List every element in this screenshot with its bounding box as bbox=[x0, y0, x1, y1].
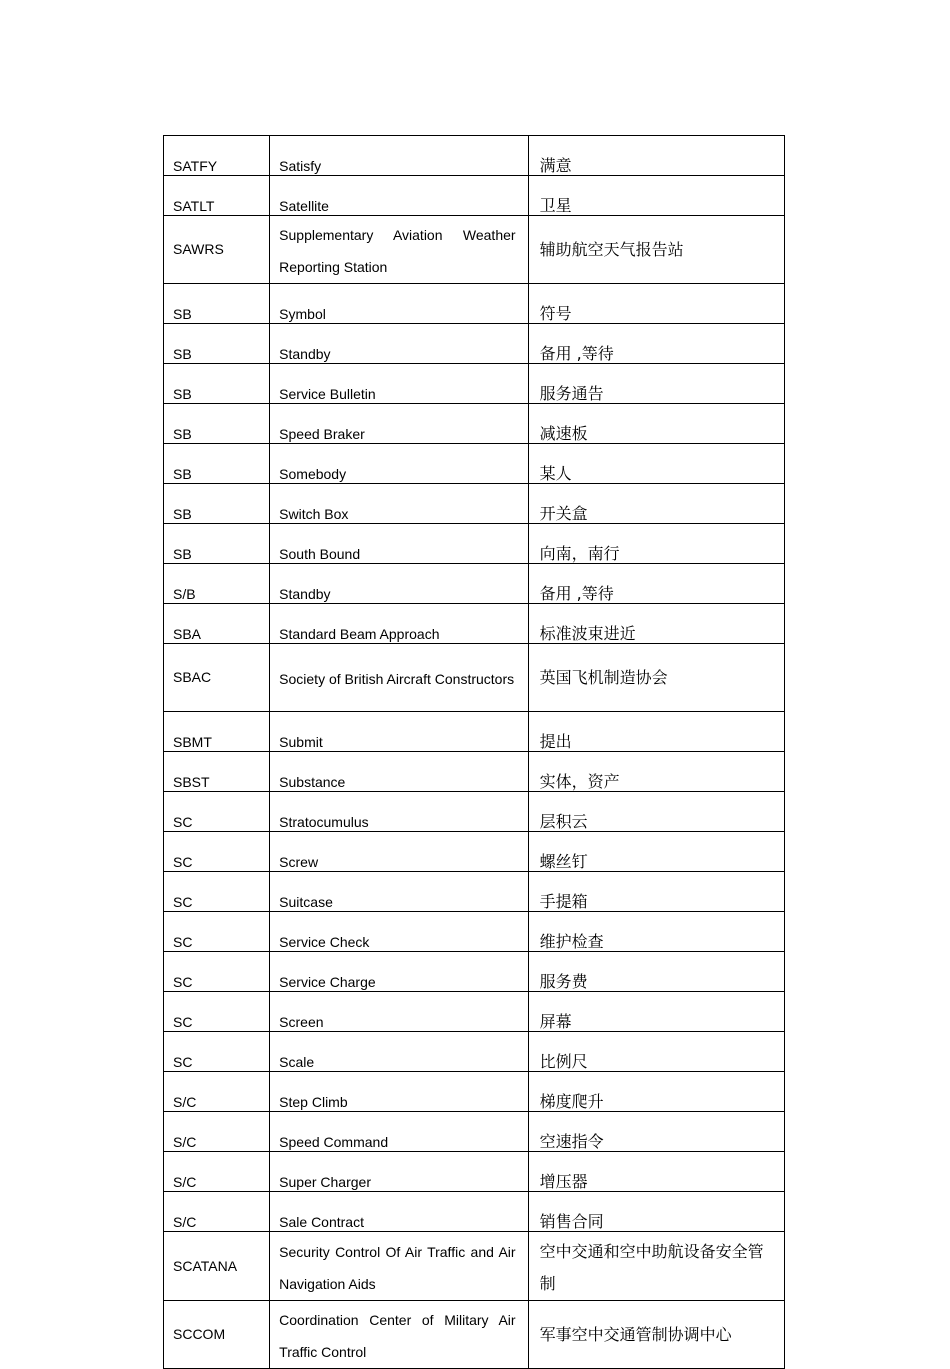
chinese-term-cell: 卫星 bbox=[528, 176, 784, 216]
abbreviation-cell: SB bbox=[164, 364, 270, 404]
table-row bbox=[164, 1032, 785, 1072]
chinese-term-cell: 提出 bbox=[528, 712, 784, 752]
chinese-term-cell: 某人 bbox=[528, 444, 784, 484]
table-row bbox=[164, 364, 785, 404]
english-term-cell bbox=[270, 644, 528, 712]
abbreviation-cell: SCATANA bbox=[164, 1232, 270, 1301]
table-row bbox=[164, 324, 785, 364]
chinese-term-cell: 空速指令 bbox=[528, 1112, 784, 1152]
table-row bbox=[164, 644, 785, 712]
english-term-cell bbox=[270, 1192, 528, 1232]
abbreviation-cell: SC bbox=[164, 872, 270, 912]
english-term-cell bbox=[270, 752, 528, 792]
english-term: Service Charge bbox=[279, 974, 376, 990]
abbreviation-cell: SBMT bbox=[164, 712, 270, 752]
abbreviation-cell: S/B bbox=[164, 564, 270, 604]
chinese-term-cell: 梯度爬升 bbox=[528, 1072, 784, 1112]
english-term: Speed Braker bbox=[279, 426, 365, 442]
abbreviation-cell: S/C bbox=[164, 1152, 270, 1192]
chinese-term-cell: 增压器 bbox=[528, 1152, 784, 1192]
abbreviation-cell: SB bbox=[164, 404, 270, 444]
english-term: Standby bbox=[279, 586, 331, 602]
english-term: Somebody bbox=[279, 466, 347, 482]
english-term-cell bbox=[270, 1232, 528, 1301]
abbreviation-cell: SBST bbox=[164, 752, 270, 792]
chinese-term-cell: 销售合同 bbox=[528, 1192, 784, 1232]
english-term: Submit bbox=[279, 734, 323, 750]
abbreviation-cell: SB bbox=[164, 484, 270, 524]
english-term: Supplementary Aviation Weather Reporting Station bbox=[279, 227, 516, 275]
chinese-term-cell: 空中交通和空中助航设备安全管制 bbox=[528, 1232, 784, 1301]
chinese-term-cell: 层积云 bbox=[528, 792, 784, 832]
chinese-term-cell: 向南，南行 bbox=[528, 524, 784, 564]
english-term-cell bbox=[270, 216, 528, 284]
english-term: Security Control Of Air Traffic and Air Navigation Aids bbox=[279, 1243, 516, 1292]
english-term-cell bbox=[270, 176, 528, 216]
english-term: Screen bbox=[279, 1014, 324, 1030]
english-term-cell bbox=[270, 444, 528, 484]
abbreviation-cell: SC bbox=[164, 912, 270, 952]
english-term-cell bbox=[270, 136, 528, 176]
abbreviation-cell: SB bbox=[164, 324, 270, 364]
english-term: Satellite bbox=[279, 198, 329, 214]
english-term-cell bbox=[270, 912, 528, 952]
english-term: South Bound bbox=[279, 546, 361, 562]
english-term-cell bbox=[270, 524, 528, 564]
english-term-cell bbox=[270, 792, 528, 832]
english-term: Substance bbox=[279, 774, 346, 790]
chinese-term-cell: 螺丝钉 bbox=[528, 832, 784, 872]
english-term-cell bbox=[270, 1032, 528, 1072]
glossary-table bbox=[163, 135, 785, 1369]
english-term: Symbol bbox=[279, 306, 326, 322]
table-row bbox=[164, 952, 785, 992]
abbreviation-cell: SC bbox=[164, 992, 270, 1032]
chinese-term-cell: 比例尺 bbox=[528, 1032, 784, 1072]
english-term: Standard Beam Approach bbox=[279, 626, 440, 642]
english-term: Stratocumulus bbox=[279, 814, 369, 830]
table-row bbox=[164, 792, 785, 832]
abbreviation-cell: SATFY bbox=[164, 136, 270, 176]
english-term-cell bbox=[270, 1152, 528, 1192]
abbreviation-cell: SAWRS bbox=[164, 216, 270, 284]
chinese-term-cell: 实体，资产 bbox=[528, 752, 784, 792]
english-term: Step Climb bbox=[279, 1094, 348, 1110]
english-term-cell bbox=[270, 1112, 528, 1152]
chinese-term-cell: 服务费 bbox=[528, 952, 784, 992]
english-term-cell bbox=[270, 952, 528, 992]
abbreviation-cell: SATLT bbox=[164, 176, 270, 216]
table-row bbox=[164, 444, 785, 484]
table-row bbox=[164, 404, 785, 444]
table-row bbox=[164, 1232, 785, 1301]
english-term: Screw bbox=[279, 854, 319, 870]
chinese-term-cell: 服务通告 bbox=[528, 364, 784, 404]
english-term-cell bbox=[270, 872, 528, 912]
english-term-cell bbox=[270, 564, 528, 604]
table-row bbox=[164, 216, 785, 284]
chinese-term-cell: 军事空中交通管制协调中心 bbox=[528, 1301, 784, 1369]
chinese-term-cell: 备用 ,等待 bbox=[528, 564, 784, 604]
english-term-cell bbox=[270, 1301, 528, 1369]
table-row bbox=[164, 992, 785, 1032]
abbreviation-cell: SC bbox=[164, 792, 270, 832]
table-row bbox=[164, 284, 785, 324]
chinese-term-cell: 手提箱 bbox=[528, 872, 784, 912]
english-term-cell bbox=[270, 992, 528, 1032]
chinese-term-cell: 屏幕 bbox=[528, 992, 784, 1032]
english-term-cell bbox=[270, 284, 528, 324]
chinese-term-cell: 英国飞机制造协会 bbox=[528, 644, 784, 712]
english-term: Scale bbox=[279, 1054, 315, 1070]
abbreviation-cell: SBAC bbox=[164, 644, 270, 712]
chinese-term-cell: 维护检查 bbox=[528, 912, 784, 952]
table-row bbox=[164, 1301, 785, 1369]
english-term: Coordination Center of Military Air Traffic Control bbox=[279, 1312, 516, 1360]
english-term: Super Charger bbox=[279, 1174, 371, 1190]
chinese-term-cell: 符号 bbox=[528, 284, 784, 324]
table-row bbox=[164, 484, 785, 524]
english-term: Sale Contract bbox=[279, 1214, 364, 1230]
table-row bbox=[164, 524, 785, 564]
table-row bbox=[164, 1192, 785, 1232]
english-term-cell bbox=[270, 712, 528, 752]
english-term-cell bbox=[270, 1072, 528, 1112]
abbreviation-cell: S/C bbox=[164, 1112, 270, 1152]
glossary-body bbox=[164, 136, 785, 1369]
english-term-cell bbox=[270, 484, 528, 524]
english-term-cell bbox=[270, 832, 528, 872]
english-term-cell bbox=[270, 364, 528, 404]
abbreviation-cell: SC bbox=[164, 832, 270, 872]
english-term-cell bbox=[270, 604, 528, 644]
table-row bbox=[164, 872, 785, 912]
english-term-cell bbox=[270, 324, 528, 364]
abbreviation-cell: SB bbox=[164, 284, 270, 324]
table-row bbox=[164, 564, 785, 604]
table-row bbox=[164, 176, 785, 216]
abbreviation-cell: SB bbox=[164, 524, 270, 564]
english-term: Speed Command bbox=[279, 1134, 389, 1150]
english-term: Service Bulletin bbox=[279, 386, 376, 402]
abbreviation-cell: SC bbox=[164, 1032, 270, 1072]
abbreviation-cell: SB bbox=[164, 444, 270, 484]
table-row bbox=[164, 1152, 785, 1192]
chinese-term-cell: 减速板 bbox=[528, 404, 784, 444]
abbreviation-cell: S/C bbox=[164, 1192, 270, 1232]
english-term: Service Check bbox=[279, 934, 370, 950]
table-row bbox=[164, 752, 785, 792]
chinese-term-cell: 满意 bbox=[528, 136, 784, 176]
abbreviation-cell: S/C bbox=[164, 1072, 270, 1112]
table-row bbox=[164, 832, 785, 872]
table-row bbox=[164, 1072, 785, 1112]
table-row bbox=[164, 712, 785, 752]
table-row bbox=[164, 1112, 785, 1152]
chinese-term-cell: 备用 ,等待 bbox=[528, 324, 784, 364]
english-term: Society of British Aircraft Constructors bbox=[279, 671, 515, 687]
english-term: Standby bbox=[279, 346, 331, 362]
english-term: Satisfy bbox=[279, 158, 322, 174]
english-term: Suitcase bbox=[279, 894, 333, 910]
abbreviation-cell: SCCOM bbox=[164, 1301, 270, 1369]
chinese-term-cell: 辅助航空天气报告站 bbox=[528, 216, 784, 284]
table-row bbox=[164, 604, 785, 644]
table-row bbox=[164, 136, 785, 176]
english-term: Switch Box bbox=[279, 506, 349, 522]
table-row bbox=[164, 912, 785, 952]
chinese-term-cell: 标准波束进近 bbox=[528, 604, 784, 644]
abbreviation-cell: SC bbox=[164, 952, 270, 992]
english-term-cell bbox=[270, 404, 528, 444]
chinese-term-cell: 开关盒 bbox=[528, 484, 784, 524]
abbreviation-cell: SBA bbox=[164, 604, 270, 644]
